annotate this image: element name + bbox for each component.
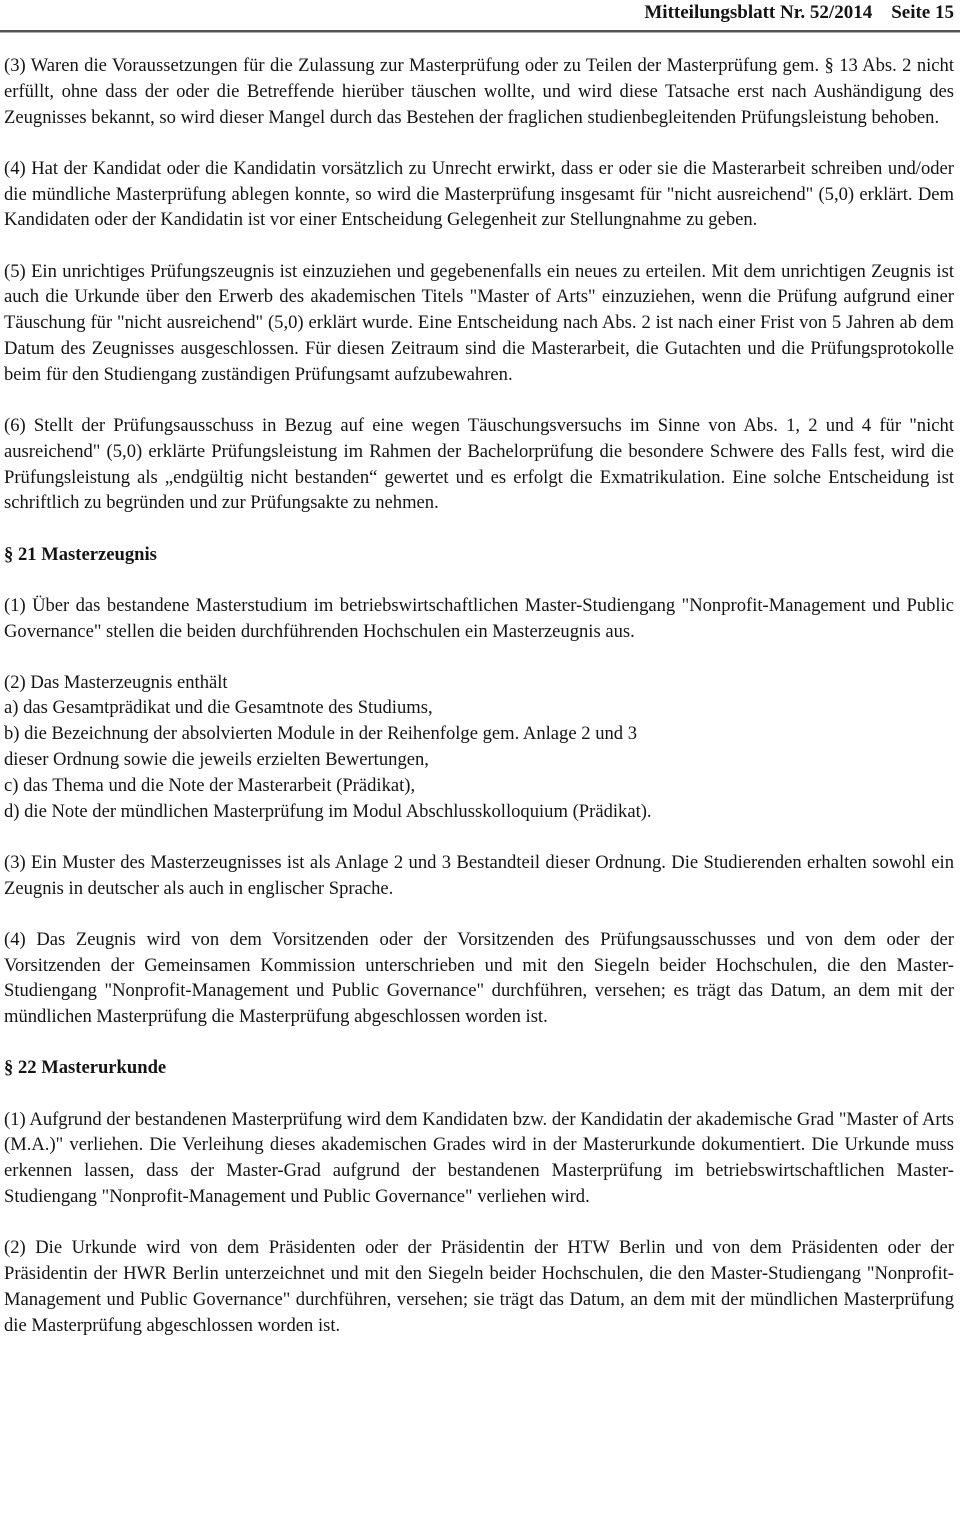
paragraph-21-4: (4) Das Zeugnis wird von dem Vorsitzenden oder der Vorsitzenden des Prüfungsausschusses und von dem oder der Vorsitzenden der Gemeinsamen Kommission unterschrieben und mit den Siegeln beider Hochschulen, die den Master-Studiengang "Nonprofit-Management und Public Governance" durchführen, versehen; es trägt das Datum, an dem mit der mündlichen Masterprüfung die Masterprüfung abgeschlossen worden ist.	[4, 928, 954, 1028]
list-item: dieser Ordnung sowie die jeweils erzielten Bewertungen,	[4, 749, 429, 771]
list-intro: (2) Das Masterzeugnis enthält	[4, 671, 228, 693]
paragraph-21-3: (3) Ein Muster des Masterzeugnisses ist als Anlage 2 und 3 Bestandteil dieser Ordnung. Die Studierenden erhalten sowohl ein Zeugnis in deutscher als auch in englischer Sprache.	[4, 851, 954, 899]
page-number: Seite 15	[891, 2, 954, 23]
paragraph-21-1: (1) Über das bestandene Masterstudium im betriebswirtschaftlichen Master-Studiengang "Nonprofit-Management und Public Governance" stellen die beiden durchführenden Hochschulen ein Masterzeugnis aus.	[4, 594, 954, 642]
list-item: d) die Note der mündlichen Masterprüfung im Modul Abschlusskolloquium (Prädikat).	[4, 800, 652, 822]
paragraph-22-1: (1) Aufgrund der bestandenen Masterprüfung wird dem Kandidaten bzw. der Kandidatin der akademische Grad "Master of Arts (M.A.)" verliehen. Die Verleihung dieses akademischen Grades wird in der Masterurkunde dokumentiert. Die Urkunde muss erkennen lassen, dass der Master-Grad aufgrund der bestandenen Masterprüfung im betriebswirtschaftlichen Master-Studiengang "Nonprofit-Management und Public Governance" verliehen wird.	[4, 1108, 954, 1207]
paragraph-20-3: (3) Waren die Voraussetzungen für die Zulassung zur Masterprüfung oder zu Teilen der Masterprüfung gem. § 13 Abs. 2 nicht erfüllt, ohne dass der oder die Betreffende hierüber täuschen wollte, und wird diese Tatsache erst nach Aushändigung des Zeugnisses bekannt, so wird dieser Mangel durch das Bestehen der fraglichen studienbegleitenden Prüfungsleistung behoben.	[4, 55, 954, 128]
paragraph-20-6: (6) Stellt der Prüfungsausschuss in Bezug auf eine wegen Täuschungsversuchs im Sinne von Abs. 1, 2 und 4 für "nicht ausreichend" (5,0) erklärte Prüfungsleistung im Rahmen der Bachelorprüfung die besondere Schwere des Falls fest, wird die Prüfungsleistung als „endgültig nicht bestanden“ gewertet und es erfolgt die Exmatrikulation. Eine solche Entscheidung ist schriftlich zu begründen und zur Prüfungsakte zu nehmen.	[4, 414, 954, 514]
list-item: a) das Gesamtprädikat und die Gesamtnote des Studiums,	[4, 697, 433, 719]
list-21-2	[4, 670, 954, 825]
section-heading-21: § 21 Masterzeugnis	[4, 543, 157, 565]
page-header	[0, 0, 960, 34]
section-heading-22: § 22 Masterurkunde	[4, 1057, 167, 1079]
publication-label: Mitteilungsblatt Nr. 52/2014	[644, 2, 873, 23]
header-info	[644, 2, 954, 24]
document-body	[4, 53, 954, 1364]
header-divider	[0, 30, 960, 33]
paragraph-20-4: (4) Hat der Kandidat oder die Kandidatin vorsätzlich zu Unrecht erwirkt, dass er oder sie die Masterarbeit schreiben und/oder die mündliche Masterprüfung ablegen konnte, so wird die Masterprüfung insgesamt für "nicht ausreichend" (5,0) erklärt. Dem Kandidaten oder der Kandidatin ist vor einer Entscheidung Gelegenheit zur Stellungnahme zu geben.	[4, 157, 954, 231]
paragraph-20-5: (5) Ein unrichtiges Prüfungszeugnis ist einzuziehen und gegebenenfalls ein neues zu erteilen. Mit dem unrichtigen Zeugnis ist auch die Urkunde über den Erwerb des akademischen Titels "Master of Arts" einzuziehen, wenn die Prüfung aufgrund einer Täuschung für "nicht ausreichend" (5,0) erklärt wurde. Eine Entscheidung nach Abs. 2 ist nach einer Frist von 5 Jahren ab dem Datum des Zeugnisses ausgeschlossen. Für diesen Zeitraum sind die Masterarbeit, die Gutachten und die Prüfungsprotokolle beim für den Studiengang zuständigen Prüfungsamt aufzubewahren.	[4, 260, 954, 385]
list-item: c) das Thema und die Note der Masterarbeit (Prädikat),	[4, 774, 416, 796]
paragraph-22-2: (2) Die Urkunde wird von dem Präsidenten oder der Präsidentin der HTW Berlin und von dem Präsidenten oder der Präsidentin der HWR Berlin unterzeichnet und mit den Siegeln beider Hochschulen, die den Master-Studiengang "Nonprofit-Management und Public Governance" durchführen, versehen; sie trägt das Datum, an dem mit der mündlichen Masterprüfung die Masterprüfung abgeschlossen worden ist.	[4, 1237, 954, 1336]
list-item: b) die Bezeichnung der absolvierten Module in der Reihenfolge gem. Anlage 2 und 3	[4, 723, 638, 745]
